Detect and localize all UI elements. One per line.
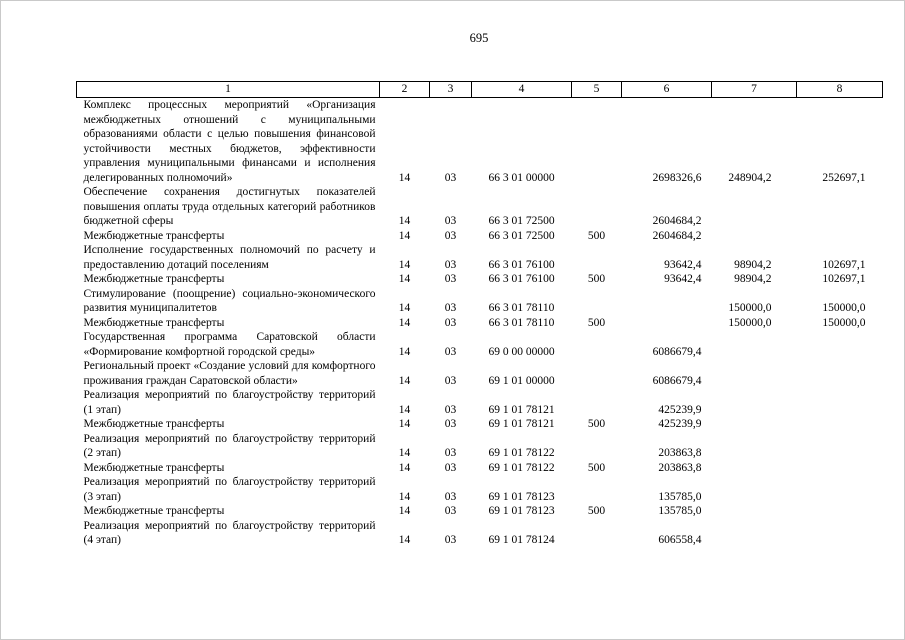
table-cell xyxy=(712,504,797,519)
table-cell: 500 xyxy=(587,418,606,430)
table-cell: 98904,2 xyxy=(734,273,772,285)
table-cell: 14 xyxy=(398,505,411,517)
column-header: 6 xyxy=(622,82,712,98)
table-cell: Межбюджетные трансферты xyxy=(83,273,225,285)
table-cell: 6086679,4 xyxy=(652,345,702,358)
table-cell xyxy=(797,417,883,432)
table-cell xyxy=(712,461,797,476)
table-cell: 98904,2 xyxy=(734,258,772,271)
table-cell: 03 xyxy=(444,418,457,430)
table-cell: 500 xyxy=(587,505,606,517)
table-cell: 03 xyxy=(444,345,457,358)
table-cell: 69 1 01 78123 xyxy=(488,490,555,503)
table-cell: 66 3 01 00000 xyxy=(488,171,555,184)
table-cell: 14 xyxy=(398,461,411,474)
table-cell: 69 1 01 78121 xyxy=(488,418,555,430)
table-cell xyxy=(797,461,883,476)
table-row xyxy=(77,519,883,548)
table-cell: 03 xyxy=(444,534,457,546)
table-cell: 150000,0 xyxy=(822,316,866,329)
table-cell: 66 3 01 78110 xyxy=(488,302,555,314)
table-row xyxy=(77,287,883,316)
column-header: 2 xyxy=(380,82,430,98)
table-cell: 102697,1 xyxy=(822,273,866,285)
table-cell: 248904,2 xyxy=(728,171,772,184)
column-header: 3 xyxy=(430,82,472,98)
table-row xyxy=(77,504,883,519)
table-cell: 500 xyxy=(587,229,606,242)
table-cell: 03 xyxy=(444,229,457,242)
table-cell: Исполнение государственных полномочий по расчету и предоставлению дотаций поселениям xyxy=(83,244,376,271)
table-cell: 500 xyxy=(587,316,606,329)
table-cell: Межбюджетные трансферты xyxy=(83,505,225,517)
table-cell xyxy=(797,432,883,461)
table-row xyxy=(77,98,883,186)
table-cell: 03 xyxy=(444,461,457,474)
table-cell: Межбюджетные трансферты xyxy=(83,418,225,430)
table-cell: 93642,4 xyxy=(664,258,702,271)
table-cell: 69 0 00 00000 xyxy=(488,345,555,358)
table-cell: Обеспечение сохранения достигнутых показателей повышения оплаты труда отдельных категорий работников бюджетной сферы xyxy=(83,186,376,227)
table-cell: 69 1 01 78123 xyxy=(488,505,555,517)
table-row xyxy=(77,461,883,476)
table-cell: 150000,0 xyxy=(728,302,772,314)
column-header: 1 xyxy=(77,82,380,98)
table-row xyxy=(77,316,883,331)
table-cell: 69 1 01 78121 xyxy=(488,403,555,416)
table-cell xyxy=(712,185,797,229)
table-cell xyxy=(797,504,883,519)
page-number: 695 xyxy=(469,31,489,45)
table-row xyxy=(77,388,883,417)
table-cell xyxy=(712,475,797,504)
table-cell: 102697,1 xyxy=(822,258,866,271)
table-cell: 14 xyxy=(398,258,411,271)
table-cell: 14 xyxy=(398,171,411,184)
table-row xyxy=(77,475,883,504)
table-cell xyxy=(572,98,622,186)
table-cell xyxy=(797,185,883,229)
table-cell: 66 3 01 78110 xyxy=(488,316,555,329)
table-cell xyxy=(572,519,622,548)
table-cell xyxy=(797,388,883,417)
table-cell xyxy=(572,475,622,504)
table-cell: 93642,4 xyxy=(664,273,702,285)
budget-table xyxy=(76,81,883,548)
table-cell xyxy=(712,229,797,244)
table-cell: 14 xyxy=(398,302,411,314)
table-row xyxy=(77,243,883,272)
table-cell: 03 xyxy=(444,316,457,329)
table-cell: 14 xyxy=(398,534,411,546)
table-cell: 135785,0 xyxy=(658,505,702,517)
table-cell: 6086679,4 xyxy=(652,374,702,387)
table-cell: Государственная программа Саратовской области «Формирование комфортной городской среды» xyxy=(83,331,376,358)
table-row xyxy=(77,272,883,287)
table-row xyxy=(77,185,883,229)
table-cell: 66 3 01 76100 xyxy=(488,258,555,271)
column-header: 7 xyxy=(712,82,797,98)
table-cell xyxy=(572,388,622,417)
table-cell: 03 xyxy=(444,447,457,459)
table-row xyxy=(77,229,883,244)
table-cell: 252697,1 xyxy=(822,171,866,184)
table-body xyxy=(77,98,883,548)
column-header: 4 xyxy=(472,82,572,98)
table-cell: 14 xyxy=(398,403,411,416)
table-cell xyxy=(797,475,883,504)
table-cell: 03 xyxy=(444,171,457,184)
table-cell: 69 1 01 78122 xyxy=(488,447,555,459)
table-cell: 69 1 01 78124 xyxy=(488,534,555,546)
table-cell xyxy=(797,330,883,359)
table-cell: Реализация мероприятий по благоустройству территорий (3 этап) xyxy=(83,476,376,503)
table-cell: 14 xyxy=(398,273,411,285)
table-cell xyxy=(572,185,622,229)
table-cell xyxy=(572,432,622,461)
table-cell: 203863,8 xyxy=(658,461,702,474)
table-cell: Межбюджетные трансферты xyxy=(83,316,225,329)
table-cell: Реализация мероприятий по благоустройству территорий (1 этап) xyxy=(83,389,376,416)
table-cell xyxy=(622,316,712,331)
table-header xyxy=(77,82,883,98)
table-cell: 14 xyxy=(398,490,411,503)
table-cell xyxy=(797,519,883,548)
table-cell: Стимулирование (поощрение) социально-экономического развития муниципалитетов xyxy=(83,287,376,314)
table-cell: 03 xyxy=(444,505,457,517)
table-cell: Реализация мероприятий по благоустройству территорий (4 этап) xyxy=(83,519,376,546)
table-cell: 14 xyxy=(398,215,411,227)
table-cell: 14 xyxy=(398,418,411,430)
table-cell: 03 xyxy=(444,374,457,387)
table-cell: 14 xyxy=(398,345,411,358)
table-cell: 500 xyxy=(587,273,606,285)
table-cell: 606558,4 xyxy=(658,534,702,546)
table-cell: 03 xyxy=(444,302,457,314)
table-cell: 14 xyxy=(398,229,411,242)
table-cell: Межбюджетные трансферты xyxy=(83,461,225,474)
table-cell: 2604684,2 xyxy=(652,215,702,227)
table-cell: 03 xyxy=(444,215,457,227)
table-cell: 14 xyxy=(398,447,411,459)
table-cell xyxy=(797,229,883,244)
table-cell xyxy=(797,359,883,388)
table-cell: 150000,0 xyxy=(822,302,866,314)
table-cell: 66 3 01 72500 xyxy=(488,215,555,227)
column-header: 8 xyxy=(797,82,883,98)
table-cell: 150000,0 xyxy=(728,316,772,329)
table-cell: 500 xyxy=(587,461,606,474)
table-cell xyxy=(712,330,797,359)
table-cell xyxy=(622,287,712,316)
column-header: 5 xyxy=(572,82,622,98)
table-cell: 69 1 01 78122 xyxy=(488,461,555,474)
table-row xyxy=(77,330,883,359)
table-cell: 135785,0 xyxy=(658,490,702,503)
table-cell: 14 xyxy=(398,374,411,387)
table-cell xyxy=(712,359,797,388)
table-cell xyxy=(572,359,622,388)
table-cell xyxy=(572,287,622,316)
table-cell: Региональный проект «Создание условий для комфортного проживания граждан Саратовской области» xyxy=(83,360,376,387)
table-cell: 03 xyxy=(444,258,457,271)
table-cell: 69 1 01 00000 xyxy=(488,374,555,387)
table-cell: Реализация мероприятий по благоустройству территорий (2 этап) xyxy=(83,432,376,459)
table-cell: Комплекс процессных мероприятий «Организация межбюджетных отношений с муниципальными образованиями области с целью повышения финансовой устойчивости местных бюджетов, эффективности управления муниципальными финансами и исполнения делегированных полномочий» xyxy=(83,99,376,184)
table-row xyxy=(77,432,883,461)
table-cell xyxy=(712,519,797,548)
table-cell: 03 xyxy=(444,490,457,503)
table-cell: 2604684,2 xyxy=(652,229,702,242)
table-cell: 425239,9 xyxy=(658,418,702,430)
table-row xyxy=(77,359,883,388)
table-row xyxy=(77,417,883,432)
table-header-row xyxy=(77,82,883,98)
table-cell: 203863,8 xyxy=(658,447,702,459)
table-cell xyxy=(572,330,622,359)
table-cell xyxy=(712,417,797,432)
table-cell: Межбюджетные трансферты xyxy=(83,229,225,242)
table-cell xyxy=(572,243,622,272)
table-cell: 03 xyxy=(444,403,457,416)
table-cell: 66 3 01 76100 xyxy=(488,273,555,285)
table-cell: 2698326,6 xyxy=(652,171,702,184)
table-cell: 03 xyxy=(444,273,457,285)
table-cell xyxy=(712,388,797,417)
table-cell: 425239,9 xyxy=(658,403,702,416)
table-cell xyxy=(712,432,797,461)
table-cell: 14 xyxy=(398,316,411,329)
table-cell: 66 3 01 72500 xyxy=(488,229,555,242)
